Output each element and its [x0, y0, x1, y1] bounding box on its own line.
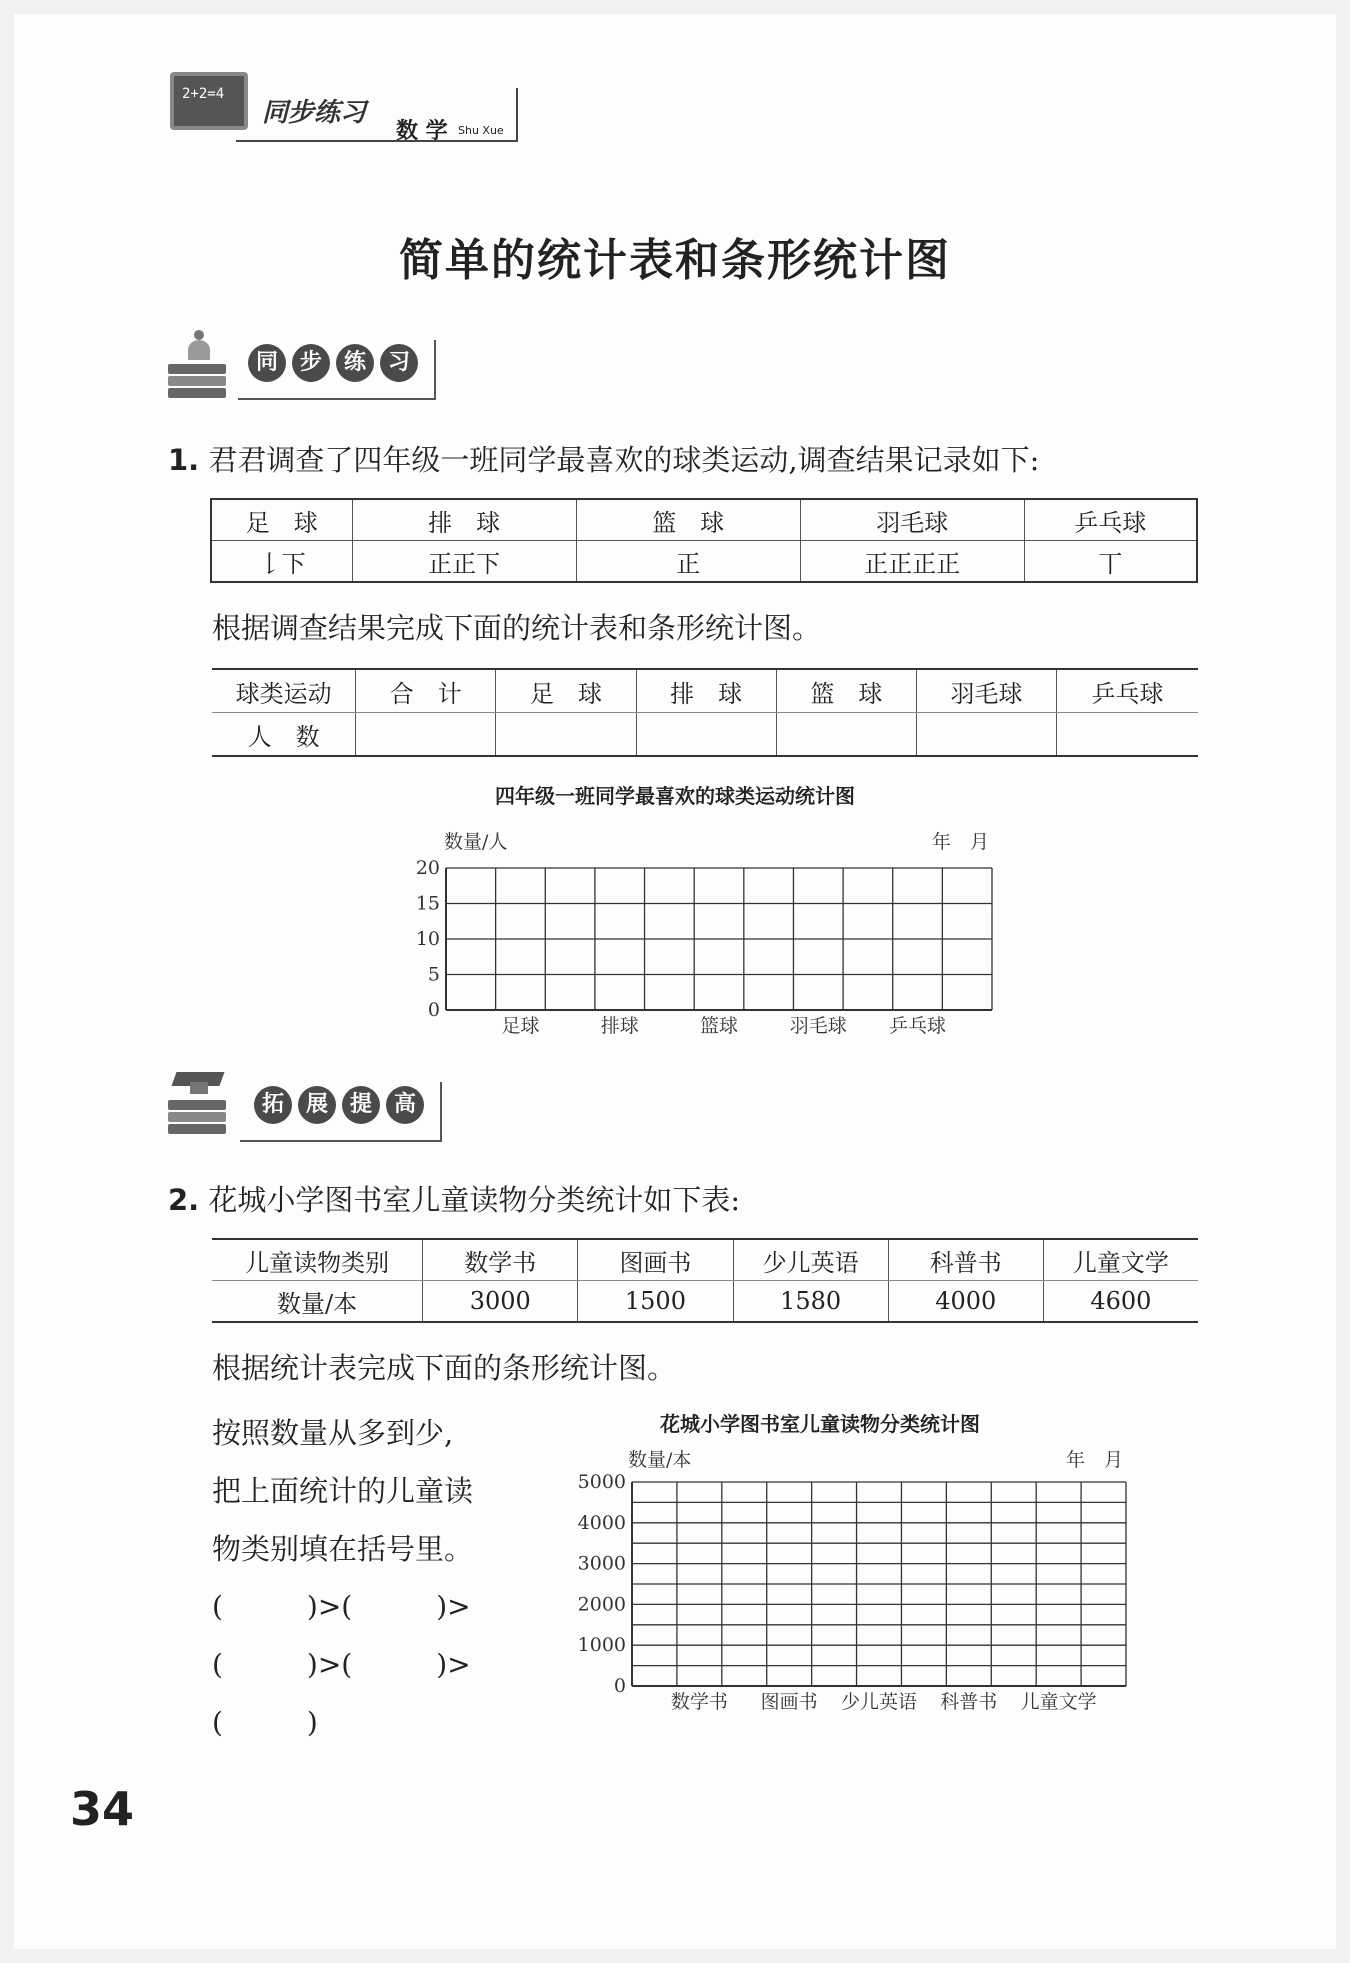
y-tick-label: 2000: [577, 1593, 626, 1616]
tally-cell: 正正正正: [800, 541, 1024, 583]
stat-header: 羽毛球: [916, 669, 1056, 713]
question-2: 2. 花城小学图书室儿童读物分类统计如下表:: [168, 1183, 741, 1217]
y-tick-label: 5: [427, 963, 440, 986]
chart1-grid: [400, 818, 1020, 1038]
series-title: 同步练习: [262, 98, 367, 128]
blank-cell[interactable]: [916, 713, 1056, 757]
blank-cell[interactable]: [496, 713, 636, 757]
x-category-label: 乒乓球: [889, 1015, 947, 1037]
x-category-label: 篮球: [699, 1015, 739, 1037]
stat-table-1: [212, 668, 1198, 757]
x-category-label: 科普书: [940, 1691, 998, 1713]
x-category-label: 排球: [600, 1015, 639, 1037]
chart2-title: 花城小学图书室儿童读物分类统计图: [660, 1412, 980, 1436]
books-row-label: 数量/本: [277, 1289, 358, 1318]
x-category-label: 少儿英语: [840, 1691, 918, 1713]
y-tick-label: 1000: [577, 1634, 626, 1657]
date-label: 年 月: [932, 831, 990, 853]
books-table: [212, 1238, 1198, 1323]
books-header: 科普书: [888, 1239, 1043, 1281]
stat-header: 乒乓球: [1056, 669, 1198, 713]
books-value: 3000: [423, 1281, 578, 1323]
stat-header: 排 球: [636, 669, 776, 713]
y-tick-label: 3000: [577, 1552, 626, 1575]
stat-header: 球类运动: [212, 669, 356, 713]
x-category-label: 图画书: [760, 1691, 818, 1713]
stat-header: 足 球: [496, 669, 636, 713]
tally-header: 乒乓球: [1024, 499, 1197, 541]
books-header: 儿童文学: [1043, 1239, 1198, 1281]
y-axis-label: 数量/人: [444, 831, 508, 853]
y-tick-label: 0: [427, 999, 440, 1021]
tally-header: 排 球: [352, 499, 576, 541]
section-sync-practice: 同 步 练 习: [248, 344, 424, 382]
x-category-label: 足球: [501, 1015, 540, 1037]
chalkboard-icon: 2+2=4: [170, 72, 248, 130]
y-tick-label: 5000: [577, 1471, 626, 1493]
q2-instruction: 根据统计表完成下面的条形统计图。: [212, 1351, 677, 1385]
x-category-label: 羽毛球: [789, 1015, 847, 1037]
x-category-label: 数学书: [670, 1691, 728, 1713]
tally-cell: 正正下: [352, 541, 576, 583]
books-header: 少儿英语: [733, 1239, 888, 1281]
page-title: 简单的统计表和条形统计图: [399, 235, 951, 286]
blank-cell[interactable]: [1056, 713, 1198, 757]
q2-answer-blanks[interactable]: ( )>( )> ( )>( )> ( ): [212, 1590, 471, 1739]
section-extension: 拓 展 提 高: [254, 1086, 430, 1124]
y-tick-label: 15: [415, 892, 440, 915]
blank-cell[interactable]: [636, 713, 776, 757]
y-tick-label: 0: [613, 1675, 626, 1697]
books-value: 4600: [1043, 1281, 1198, 1323]
books-header: 儿童读物类别: [212, 1239, 423, 1281]
q1-instruction: 根据调查结果完成下面的统计表和条形统计图。: [212, 611, 822, 645]
subject-pinyin: Shu Xue: [458, 124, 504, 137]
stat-header: 合 计: [356, 669, 496, 713]
books-value: 4000: [888, 1281, 1043, 1323]
blank-cell[interactable]: [356, 713, 496, 757]
tally-cell: 正: [576, 541, 800, 583]
tally-table: [210, 498, 1198, 583]
y-tick-label: 10: [415, 928, 440, 950]
blank-cell[interactable]: [776, 713, 916, 757]
y-axis-label: 数量/本: [628, 1449, 692, 1471]
question-1: 1. 君君调查了四年级一班同学最喜欢的球类运动,调查结果记录如下:: [168, 443, 1040, 477]
y-tick-label: 4000: [577, 1511, 626, 1534]
chart2-grid: [560, 1438, 1160, 1728]
subject-label: 数 学: [396, 119, 448, 144]
x-category-label: 儿童文学: [1020, 1691, 1097, 1713]
stat-header: 篮 球: [776, 669, 916, 713]
books-cap-icon: [168, 1068, 228, 1138]
tally-header: 羽毛球: [800, 499, 1024, 541]
tally-cell: 丅: [1024, 541, 1197, 583]
books-value: 1580: [733, 1281, 888, 1323]
stat-row-label: 人 数: [247, 722, 320, 751]
books-lamp-icon: [168, 330, 228, 396]
tally-cell: 𠄌下: [257, 549, 306, 578]
q2-side-text: 按照数量从多到少, 把上面统计的儿童读 物类别填在括号里。: [212, 1416, 474, 1566]
books-value: 1500: [578, 1281, 733, 1323]
tally-header: 足 球: [211, 499, 352, 541]
books-header: 图画书: [578, 1239, 733, 1281]
books-header: 数学书: [423, 1239, 578, 1281]
page-number: 34: [70, 1782, 135, 1836]
tally-header: 篮 球: [576, 499, 800, 541]
date-label: 年 月: [1066, 1449, 1124, 1471]
y-tick-label: 20: [415, 857, 440, 879]
chart1-title: 四年级一班同学最喜欢的球类运动统计图: [495, 784, 855, 808]
